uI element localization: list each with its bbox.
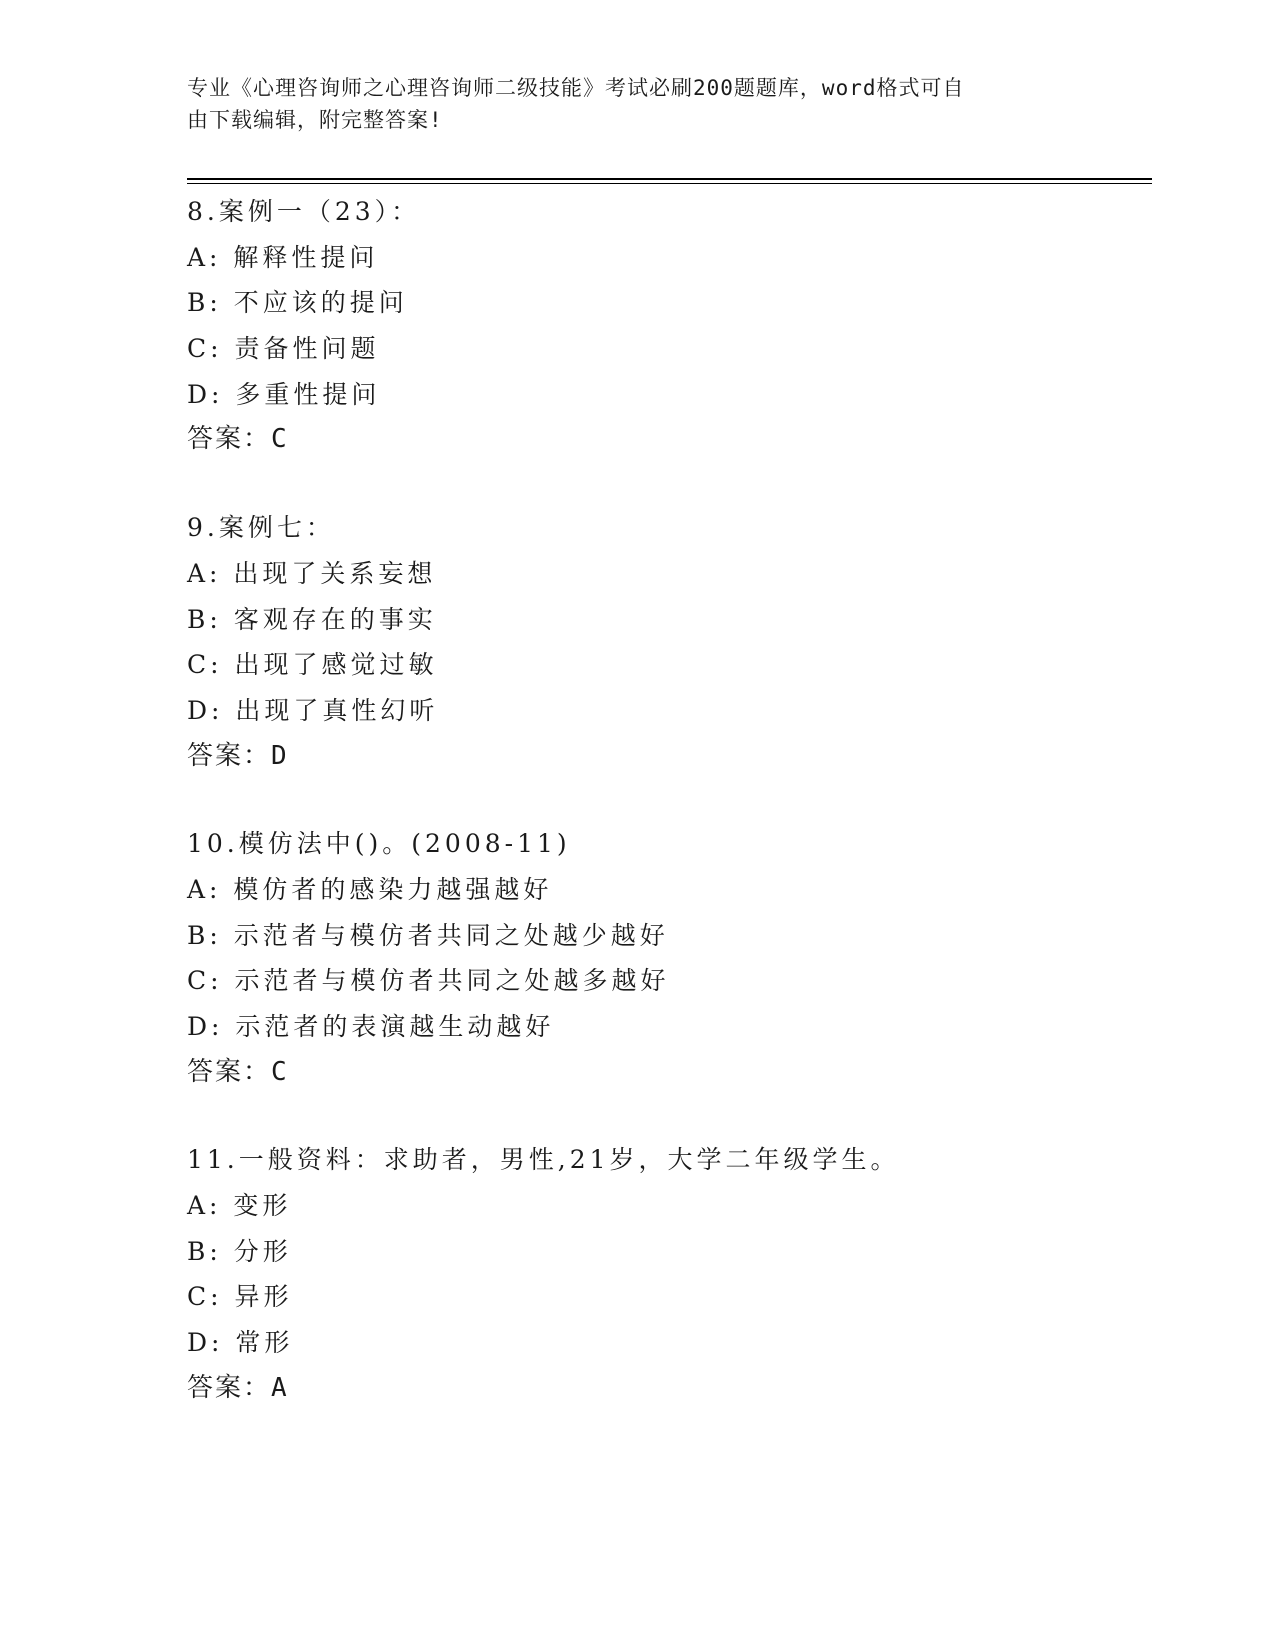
option-c: C: 示范者与模仿者共同之处越多越好 bbox=[187, 966, 670, 996]
header-divider-thick bbox=[187, 178, 1152, 180]
answer-label: 答案： bbox=[187, 1056, 272, 1087]
answer-value: A bbox=[271, 1372, 289, 1403]
option-b: B: 不应该的提问 bbox=[187, 288, 408, 318]
answer-label: 答案： bbox=[187, 424, 272, 455]
option-c: C: 异形 bbox=[187, 1282, 293, 1312]
option-a: A: 解释性提问 bbox=[187, 242, 379, 272]
question-stem: 10.模仿法中()。(2008-11) bbox=[187, 829, 571, 859]
answer-line bbox=[187, 417, 1147, 463]
answer-value: C bbox=[271, 1056, 289, 1087]
answer-line bbox=[187, 734, 1147, 780]
option-d: D: 出现了真性幻听 bbox=[187, 695, 439, 725]
answer-label: 答案： bbox=[187, 1372, 272, 1403]
option-d: D: 多重性提问 bbox=[187, 379, 381, 409]
header-line-1: 专业《心理咨询师之心理咨询师二级技能》考试必刷200题题库，word格式可自 bbox=[187, 76, 965, 100]
option-c: C: 出现了感觉过敏 bbox=[187, 650, 438, 680]
answer-line bbox=[187, 1366, 1147, 1412]
answer-line bbox=[187, 1050, 1147, 1096]
option-d: D: 示范者的表演越生动越好 bbox=[187, 1012, 555, 1041]
question-stem: 9.案例七： bbox=[187, 513, 335, 543]
option-d: D: 常形 bbox=[187, 1328, 294, 1358]
header-divider-thin bbox=[187, 183, 1152, 184]
option-b: B: 示范者与模仿者共同之处越少越好 bbox=[187, 920, 669, 950]
option-b: B: 客观存在的事实 bbox=[187, 604, 437, 634]
answer-value: C bbox=[271, 424, 289, 455]
option-a: A: 变形 bbox=[187, 1191, 292, 1221]
question-list bbox=[187, 189, 1147, 1454]
option-a: A: 出现了关系妄想 bbox=[187, 558, 437, 588]
question-item bbox=[187, 189, 1147, 463]
answer-value: D bbox=[271, 740, 289, 771]
question-item bbox=[187, 821, 1147, 1095]
question-item bbox=[187, 1137, 1147, 1411]
header-line-2: 由下载编辑，附完整答案! bbox=[187, 108, 443, 132]
option-a: A: 模仿者的感染力越强越好 bbox=[187, 874, 553, 904]
question-item bbox=[187, 505, 1147, 779]
answer-label: 答案： bbox=[187, 740, 272, 771]
question-stem: 8.案例一（23）： bbox=[187, 197, 421, 226]
document-header bbox=[187, 72, 1067, 136]
option-c: C: 责备性问题 bbox=[187, 334, 380, 364]
option-b: B: 分形 bbox=[187, 1236, 292, 1266]
question-stem: 11.一般资料：求助者，男性,21岁，大学二年级学生。 bbox=[187, 1145, 900, 1175]
